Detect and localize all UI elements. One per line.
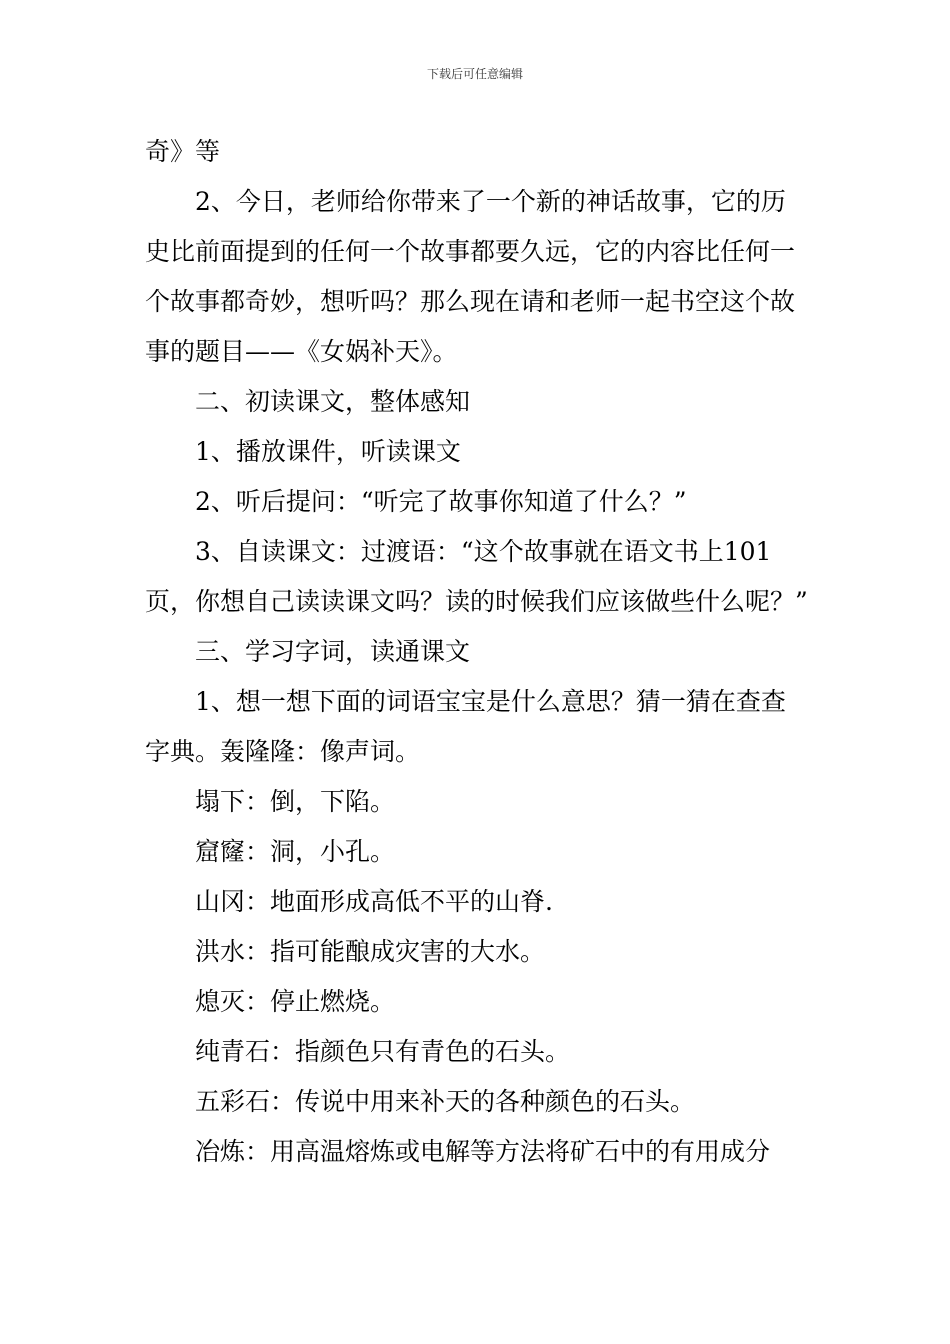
- list-item-self-reading: 3、自读课文：过渡语：“这个故事就在语文书上101页，你想自己读读课文吗？读的时候我们应该做些什么呢？”: [145, 537, 808, 616]
- list-item-question: 2、听后提问：“听完了故事你知道了什么？”: [195, 487, 687, 516]
- vocab-entry-ximie: 熄灭：停止燃烧。: [195, 987, 396, 1016]
- document-body: [145, 127, 810, 1177]
- vocab-entry-hongshui: 洪水：指可能酿成灾害的大水。: [195, 937, 546, 966]
- list-item-word-guess: 1、想一想下面的词语宝宝是什么意思？猜一猜在查查字典。轰隆隆：像声词。: [145, 687, 786, 766]
- list-item-play-courseware: 1、播放课件，听读课文: [195, 437, 461, 466]
- vocab-entry-shangang: 山冈：地面形成高低不平的山脊.: [195, 887, 553, 916]
- vocab-entry-kulong: 窟窿：洞，小孔。: [195, 837, 396, 866]
- vocab-entry-chunqingshi: 纯青石：指颜色只有青色的石头。: [195, 1037, 571, 1066]
- vocab-entry-yelian: 冶炼：用高温熔炼或电解等方法将矿石中的有用成分: [195, 1137, 771, 1166]
- section-heading-vocabulary: 三、学习字词，读通课文: [195, 637, 471, 666]
- paragraph-intro-story: 2、今日，老师给你带来了一个新的神话故事，它的历史比前面提到的任何一个故事都要久远，它的内容比任何一个故事都奇妙，想听吗？那么现在请和老师一起书空这个故事的题目——《女娲补天》。: [145, 187, 796, 366]
- section-heading-first-reading: 二、初读课文，整体感知: [195, 387, 471, 416]
- vocab-entry-taxia: 塌下：倒，下陷。: [195, 787, 396, 816]
- page-header: 下载后可任意编辑: [426, 67, 523, 81]
- paragraph-continuation: 奇》等: [145, 137, 221, 166]
- vocab-entry-wucaishi: 五彩石：传说中用来补天的各种颜色的石头。: [195, 1087, 696, 1116]
